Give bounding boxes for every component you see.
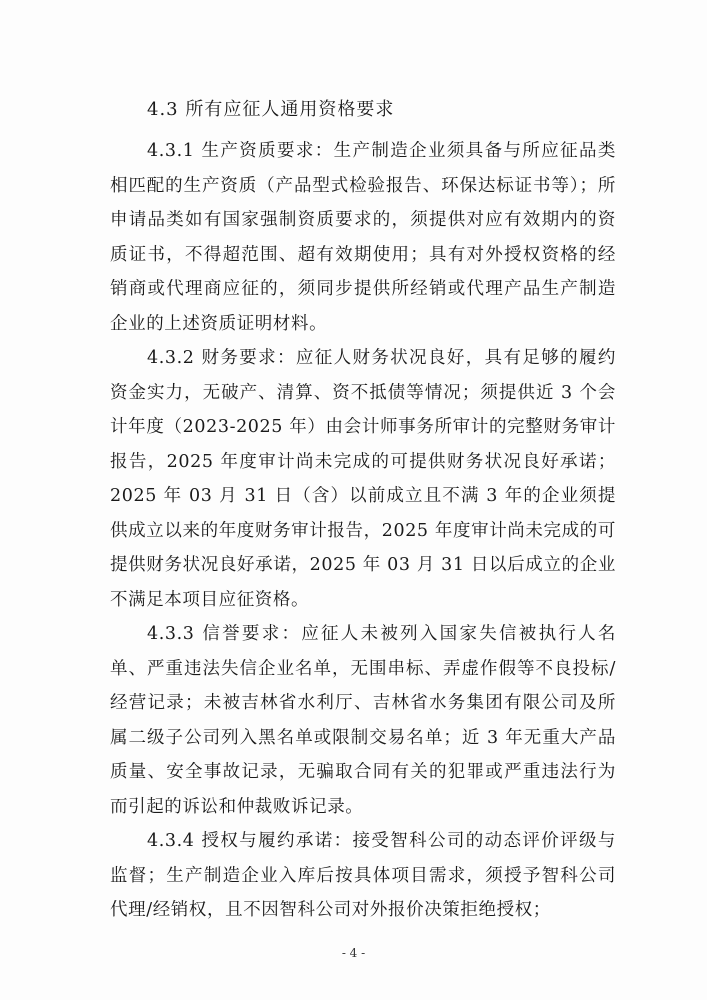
document-body — [110, 92, 616, 928]
paragraph-authorization-commitment: 4.3.4 授权与履约承诺：接受智科公司的动态评价评级与监督；生产制造企业入库后按具体项目需求，须授予智科公司代理/经销权，且不因智科公司对外报价决策拒绝授权； — [110, 831, 616, 920]
section-heading: 4.3 所有应征人通用资格要求 — [147, 99, 395, 120]
page-number: - 4 - — [341, 946, 366, 960]
paragraph-production-qualification: 4.3.1 生产资质要求：生产制造企业须具备与所应征品类相匹配的生产资质（产品型式检验报告、环保达标证书等）；所申请品类如有国家强制资质要求的，须提供对应有效期内的资质证书，不得超范围、超有效期使用；具有对外授权资格的经销商或代理商应征的，须同步提供所经销或代理产品生产制造企业的上述资质证明材料。 — [110, 141, 616, 334]
paragraph-financial-requirements: 4.3.2 财务要求：应征人财务状况良好，具有足够的履约资金实力，无破产、清算、资不抵债等情况；须提供近 3 个会计年度（2023-2025 年）由会计师事务所审计的完整财务审计报告，2025 年度审计尚未完成的可提供财务状况良好承诺；2025 年 03 月 31 日（含）以前成立且不满 3 年的企业须提供成立以来的年度财务审计报告，2025 年度审计尚未完成的可提供财务状况良好承诺，2025 年 03 月 31 日以后成立的企业不满足本项目应征资格。 — [110, 348, 616, 610]
paragraph-credit-requirements: 4.3.3 信誉要求：应征人未被列入国家失信被执行人名单、严重违法失信企业名单，无围串标、弄虚作假等不良投标/经营记录；未被吉林省水利厅、吉林省水务集团有限公司及所属二级子公司列入黑名单或限制交易名单；近 3 年无重大产品质量、安全事故记录，无骗取合同有关的犯罪或严重违法行为而引起的诉讼和仲裁败诉记录。 — [110, 624, 616, 817]
